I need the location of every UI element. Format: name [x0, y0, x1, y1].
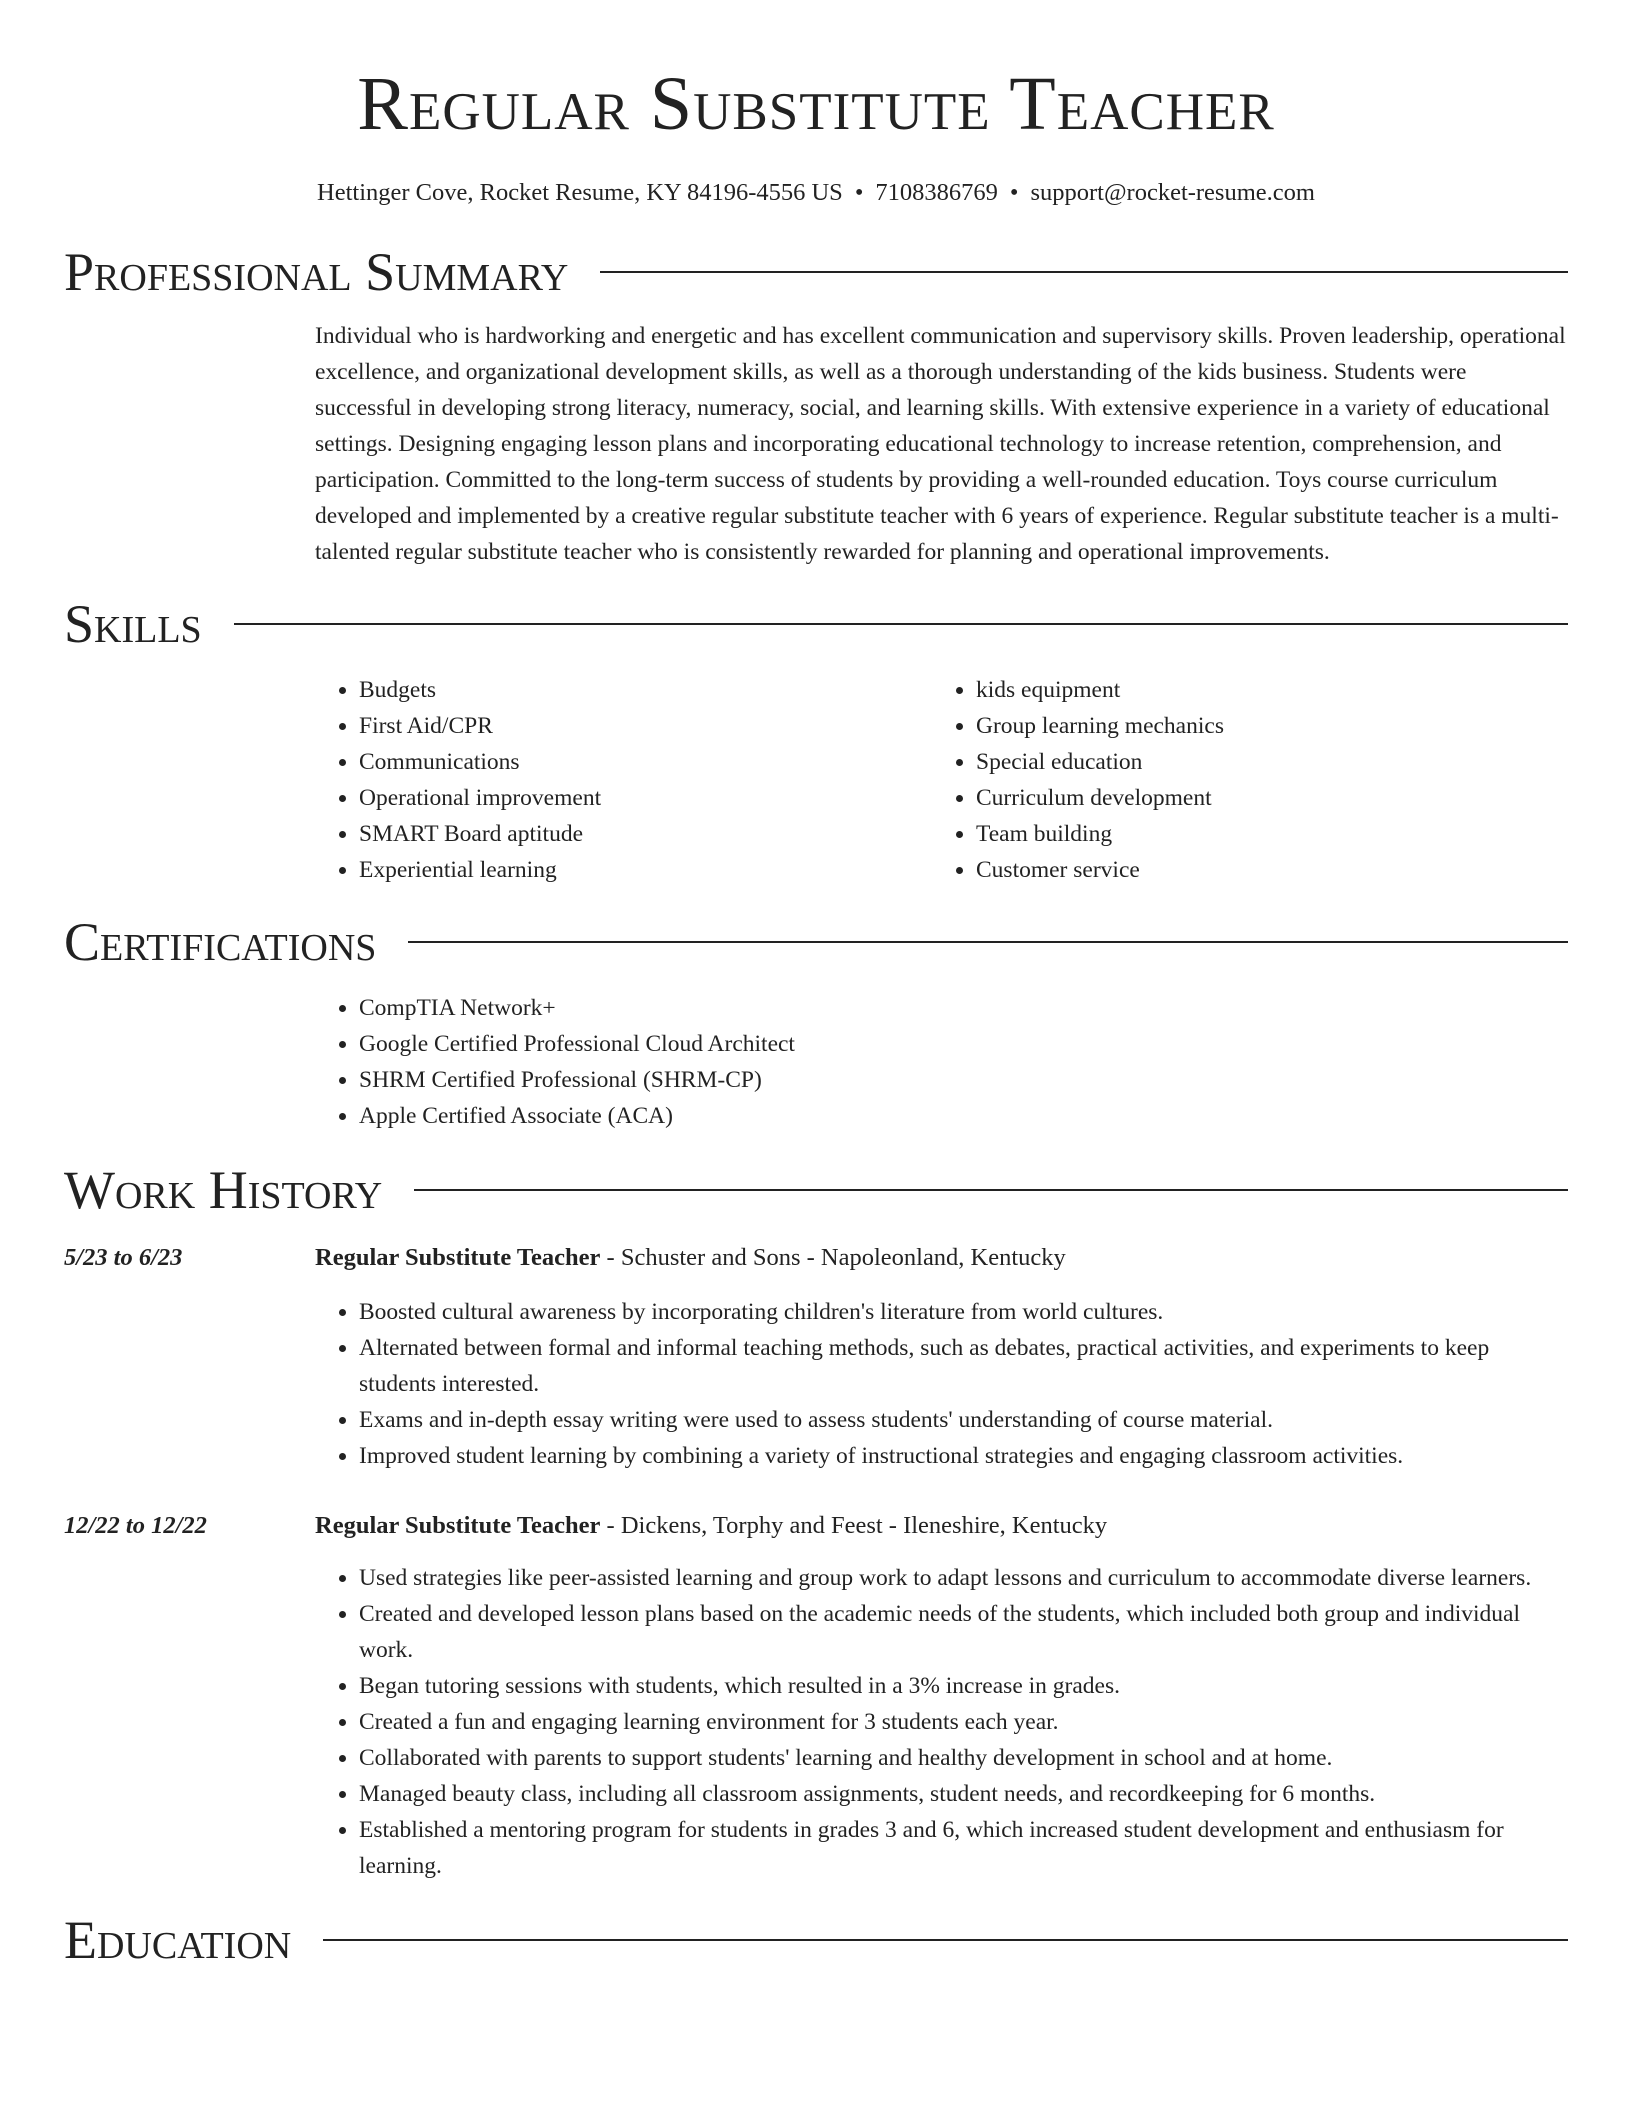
summary-text: Individual who is hardworking and energetic and has excellent communication and supervisory skills. Proven leadership, operational excellence, and organizational development skills, as well as a thorough understanding of the kids business. Students were successful in developing strong literacy, numeracy, social, and learning skills. With extensive experience in a variety of educational settings. Designing engaging lesson plans and incorporating educational technology to increase retention, comprehension, and participation. Committed to the long-term success of students by providing a well-rounded education. Toys course curriculum developed and implemented by a creative regular substitute teacher with 6 years of experience. Regular substitute teacher is a multi-talented regular substitute teacher who is consistently rewarded for planning and operational improvements.	[315, 323, 1566, 565]
skills-column-right	[932, 672, 1549, 888]
certification-item: • SHRM Certified Professional (SHRM-CP)	[359, 1062, 1568, 1098]
certifications-body	[315, 990, 1568, 1134]
skill-item: • SMART Board aptitude	[359, 816, 932, 852]
job-header	[64, 1508, 1568, 1544]
section-title: Education	[64, 1910, 292, 1970]
section-header	[64, 1908, 1568, 1972]
skill-item: • Communications	[359, 744, 932, 780]
job-bullet: • Began tutoring sessions with students, which resulted in a 3% increase in grades.	[359, 1668, 1568, 1704]
resume-name: Regular Substitute Teacher	[357, 62, 1275, 146]
certification-item: • CompTIA Network+	[359, 990, 1568, 1026]
job-details: - Dickens, Torphy and Feest - Ileneshire, Kentucky	[600, 1512, 1108, 1539]
section-divider	[408, 941, 1568, 943]
section-header	[64, 910, 1568, 974]
job-bullet: • Established a mentoring program for students in grades 3 and 6, which increased student development and enthusiasm for learning.	[359, 1812, 1568, 1884]
job-title-line	[315, 1508, 1107, 1544]
job-bullet: • Exams and in-depth essay writing were used to assess students' understanding of course material.	[359, 1402, 1568, 1438]
job-bullet-list	[315, 1294, 1568, 1474]
skill-item: • Customer service	[976, 852, 1549, 888]
job-details: - Schuster and Sons - Napoleonland, Kentucky	[600, 1244, 1066, 1271]
job-title-line	[315, 1240, 1066, 1276]
section-header	[64, 592, 1568, 656]
job-bullets	[315, 1560, 1568, 1884]
skill-item: • Operational improvement	[359, 780, 932, 816]
job-bullet: • Created and developed lesson plans based on the academic needs of the students, which included both group and individual work.	[359, 1596, 1568, 1668]
section-divider	[323, 1939, 1568, 1941]
job-bullet: • Managed beauty class, including all classroom assignments, student needs, and recordkeeping for 6 months.	[359, 1776, 1568, 1812]
section-title: Professional Summary	[64, 242, 569, 302]
section-education	[64, 1908, 1568, 1972]
skill-item: • kids equipment	[976, 672, 1549, 708]
section-header	[64, 240, 1568, 304]
summary-body	[315, 318, 1568, 570]
job-bullet: • Used strategies like peer-assisted learning and group work to adapt lessons and curriculum to accommodate diverse learners.	[359, 1560, 1568, 1596]
skill-item: • Group learning mechanics	[976, 708, 1549, 744]
section-header	[64, 1158, 1568, 1222]
contact-email: support@rocket-resume.com	[1030, 179, 1315, 206]
section-divider	[600, 271, 1568, 273]
skills-body	[315, 672, 1568, 888]
skill-item: • Curriculum development	[976, 780, 1549, 816]
skill-item: • Team building	[976, 816, 1549, 852]
job-bullet: • Created a fun and engaging learning environment for 3 students each year.	[359, 1704, 1568, 1740]
skills-column-left	[315, 672, 932, 888]
section-work-history	[64, 1158, 1568, 1884]
contact-phone: 7108386769	[875, 179, 998, 206]
skill-item: • Special education	[976, 744, 1549, 780]
contact-line	[64, 176, 1568, 210]
job-bullet: • Improved student learning by combining a variety of instructional strategies and engaging classroom activities.	[359, 1438, 1568, 1474]
section-certifications	[64, 910, 1568, 1134]
job-bullet: • Boosted cultural awareness by incorporating children's literature from world cultures.	[359, 1294, 1568, 1330]
section-divider	[234, 623, 1568, 625]
contact-address: Hettinger Cove, Rocket Resume, KY 84196-4556 US	[317, 179, 843, 206]
section-title: Work History	[64, 1160, 383, 1220]
section-professional-summary	[64, 240, 1568, 570]
skills-grid	[315, 672, 1568, 888]
certification-item: • Google Certified Professional Cloud Architect	[359, 1026, 1568, 1062]
skill-item: • Experiential learning	[359, 852, 932, 888]
section-skills	[64, 592, 1568, 888]
certifications-list	[315, 990, 1568, 1134]
section-divider	[414, 1189, 1568, 1191]
certification-item: • Apple Certified Associate (ACA)	[359, 1098, 1568, 1134]
job-entry	[64, 1508, 1568, 1884]
job-dates: 5/23 to 6/23	[64, 1244, 183, 1271]
job-header	[64, 1240, 1568, 1276]
skill-item: • First Aid/CPR	[359, 708, 932, 744]
job-dates: 12/22 to 12/22	[64, 1512, 207, 1539]
job-bullet-list	[315, 1560, 1568, 1884]
section-title: Skills	[64, 594, 202, 654]
skills-list-right	[932, 672, 1549, 888]
skills-list-left	[315, 672, 932, 888]
contact-separator: •	[1009, 179, 1019, 206]
job-bullet: • Alternated between formal and informal teaching methods, such as debates, practical activities, and experiments to keep students interested.	[359, 1330, 1568, 1402]
job-title: Regular Substitute Teacher	[315, 1244, 601, 1271]
section-title: Certifications	[64, 912, 377, 972]
job-title: Regular Substitute Teacher	[315, 1512, 601, 1539]
skill-item: • Budgets	[359, 672, 932, 708]
contact-separator: •	[854, 179, 864, 206]
job-entry	[64, 1240, 1568, 1474]
job-bullet: • Collaborated with parents to support students' learning and healthy development in school and at home.	[359, 1740, 1568, 1776]
job-bullets	[315, 1294, 1568, 1474]
